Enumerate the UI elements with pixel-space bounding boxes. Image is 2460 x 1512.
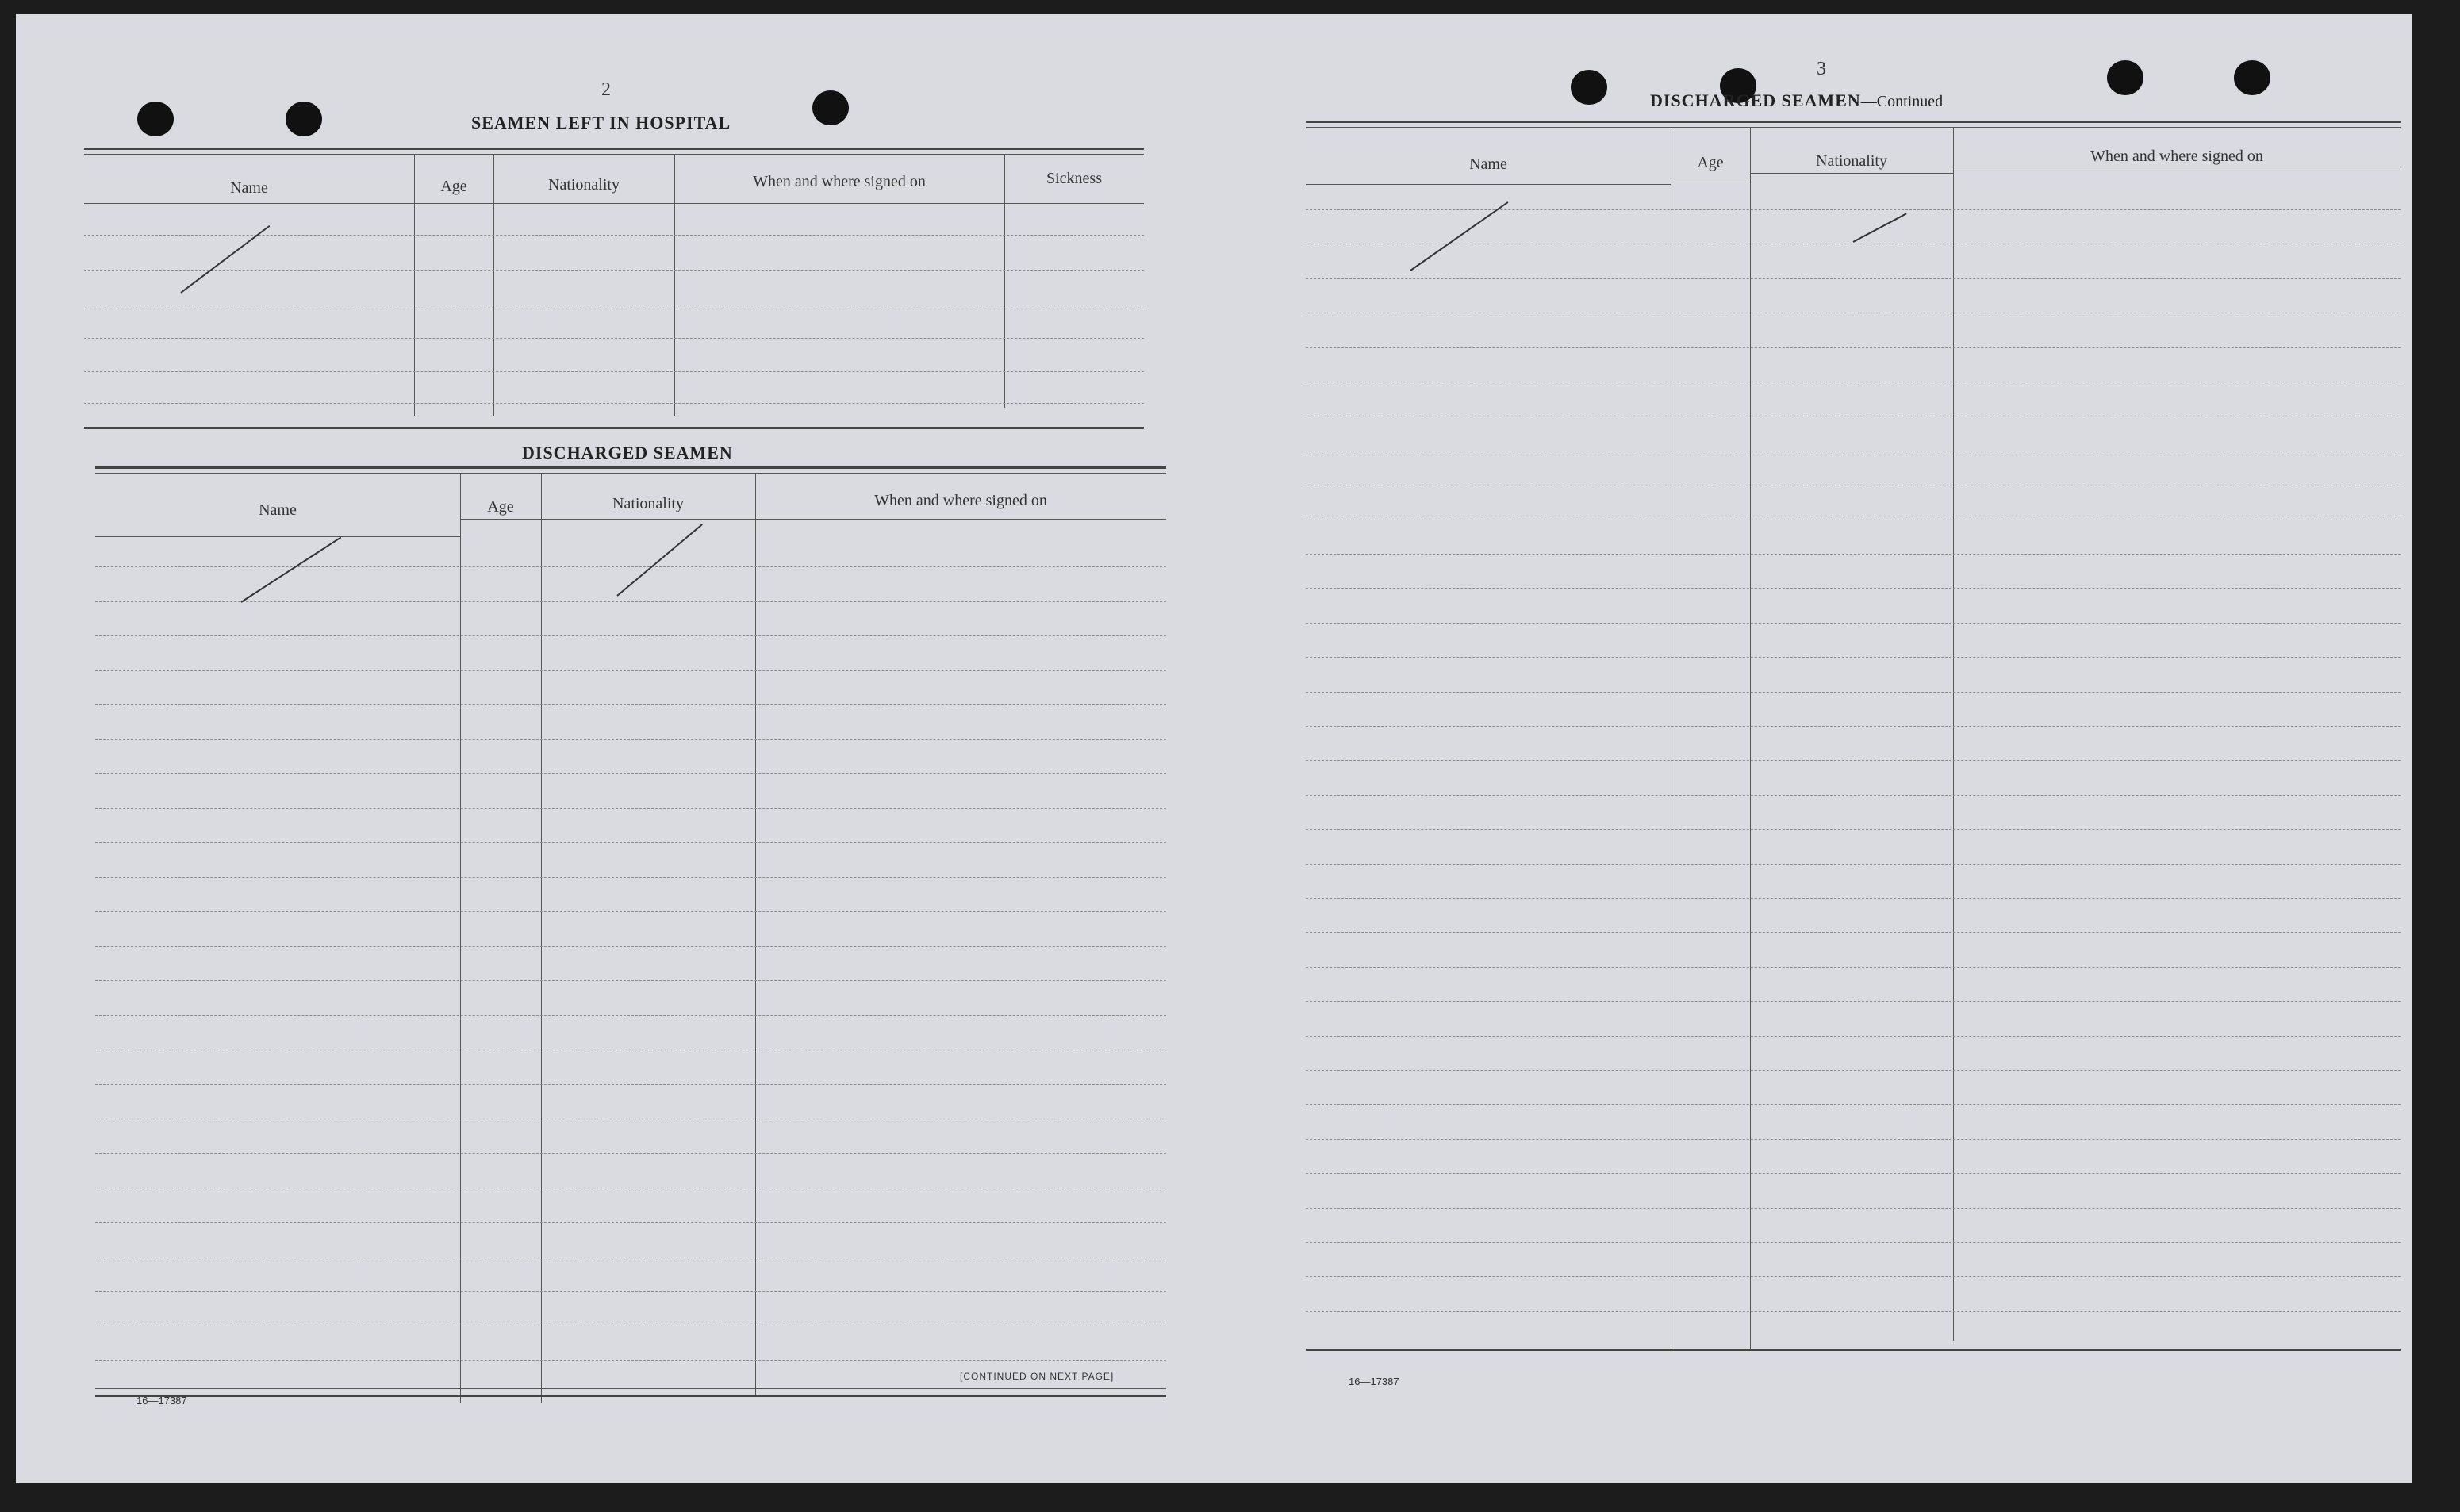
table-row xyxy=(1306,967,2401,968)
table-row xyxy=(95,1360,1166,1361)
table-row xyxy=(1306,864,2401,865)
section-title-suffix: —Continued xyxy=(1860,93,1944,110)
col-header-when-where: When and where signed on xyxy=(2090,148,2263,165)
discharged-section-title: DISCHARGED SEAMEN xyxy=(522,443,733,462)
table-row xyxy=(1306,588,2401,589)
table-row xyxy=(1306,1311,2401,1312)
table-row xyxy=(1306,760,2401,761)
table-row xyxy=(95,980,1166,981)
table-row xyxy=(1306,623,2401,624)
check-mark xyxy=(1853,213,1907,242)
table-row xyxy=(95,773,1166,774)
col-header-age: Age xyxy=(1697,154,1724,171)
table-row xyxy=(84,235,1144,236)
table-row xyxy=(1306,898,2401,899)
col-header-nationality: Nationality xyxy=(612,495,684,512)
col-header-age: Age xyxy=(487,498,514,516)
table-row xyxy=(95,842,1166,843)
table-row xyxy=(1306,692,2401,693)
check-mark xyxy=(1410,201,1508,271)
table-row xyxy=(1306,829,2401,830)
table-row xyxy=(1306,347,2401,348)
document-sheet xyxy=(16,14,2412,1483)
table-row xyxy=(1306,1104,2401,1105)
table-row xyxy=(95,911,1166,912)
table-row xyxy=(1306,795,2401,796)
table-row xyxy=(95,635,1166,636)
col-header-name: Name xyxy=(1469,155,1507,173)
table-row xyxy=(1306,1208,2401,1209)
table-row xyxy=(95,1015,1166,1016)
check-mark xyxy=(240,536,341,602)
discharged-continued-table xyxy=(1306,114,2401,1352)
table-row xyxy=(1306,657,2401,658)
col-header-when-where: When and where signed on xyxy=(874,492,1047,509)
table-row xyxy=(95,670,1166,671)
table-row xyxy=(1306,1173,2401,1174)
left-page xyxy=(16,14,1190,1483)
table-row xyxy=(95,1084,1166,1085)
table-row xyxy=(95,1153,1166,1154)
hospital-section-title: SEAMEN LEFT IN HOSPITAL xyxy=(471,113,731,132)
col-header-nationality: Nationality xyxy=(1816,152,1887,170)
form-code: 16—17387 xyxy=(136,1395,187,1406)
col-header-nationality: Nationality xyxy=(548,176,620,194)
table-row xyxy=(84,270,1144,271)
col-header-when-where: When and where signed on xyxy=(753,173,926,190)
continued-note: [CONTINUED ON NEXT PAGE] xyxy=(960,1371,1115,1382)
table-row xyxy=(1306,209,2401,210)
col-header-age: Age xyxy=(440,178,467,195)
table-row xyxy=(84,338,1144,339)
table-row xyxy=(95,808,1166,809)
table-row xyxy=(95,704,1166,705)
table-row xyxy=(95,566,1166,567)
table-row xyxy=(95,946,1166,947)
table-row xyxy=(95,601,1166,602)
col-header-name: Name xyxy=(230,179,268,197)
table-row xyxy=(95,739,1166,740)
table-row xyxy=(1306,278,2401,279)
table-row xyxy=(1306,554,2401,555)
table-row xyxy=(1306,1070,2401,1071)
discharged-table xyxy=(95,459,1166,1410)
table-row xyxy=(1306,1242,2401,1243)
table-row xyxy=(1306,932,2401,933)
col-header-sickness: Sickness xyxy=(1046,170,1102,187)
discharged-continued-title xyxy=(1650,90,1943,111)
col-header-name: Name xyxy=(259,501,297,519)
page-number: 2 xyxy=(601,79,611,100)
right-page xyxy=(1269,14,2412,1483)
table-row xyxy=(84,371,1144,372)
table-row xyxy=(95,1291,1166,1292)
hospital-table xyxy=(84,133,1144,435)
table-row xyxy=(1306,1036,2401,1037)
check-mark xyxy=(616,524,703,597)
table-row xyxy=(95,877,1166,878)
table-row xyxy=(1306,1139,2401,1140)
table-row xyxy=(1306,1001,2401,1002)
table-row xyxy=(95,1222,1166,1223)
table-row xyxy=(1306,726,2401,727)
table-row xyxy=(1306,1276,2401,1277)
page-number: 3 xyxy=(1817,59,1826,79)
form-code: 16—17387 xyxy=(1349,1376,1399,1387)
section-title-main: DISCHARGED SEAMEN xyxy=(1650,90,1861,110)
table-row xyxy=(84,403,1144,404)
